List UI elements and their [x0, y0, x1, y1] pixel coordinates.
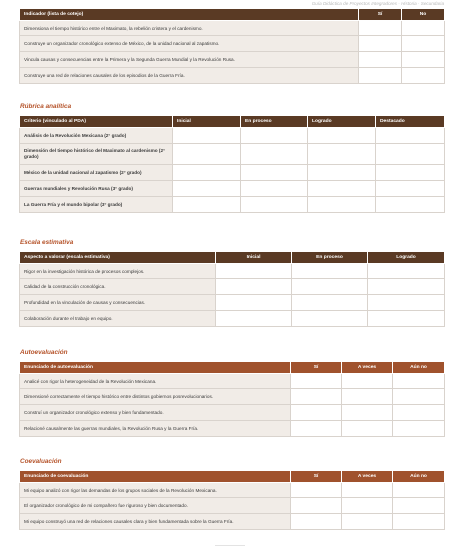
section-title: Escala estimativa: [20, 239, 74, 246]
self-evaluation-section: [19, 349, 444, 437]
row-label: La Guerra Fría y el mundo bipolar (3° grado): [20, 197, 173, 213]
section-title: Autoevaluación: [20, 349, 68, 356]
row-label: Construye una red de relaciones causales de los episodios de la Guerra Fría.: [20, 68, 359, 84]
row-label: Mi equipo analizó con rigor las demandas de los grupos sociales de la Revolución Mexicana.: [20, 483, 291, 498]
scale-cell[interactable]: [368, 311, 445, 327]
answer-cell[interactable]: [291, 483, 342, 498]
rubric-cell[interactable]: [308, 181, 376, 197]
scale-cell[interactable]: [292, 279, 368, 295]
table-header-row: [20, 252, 445, 264]
column-header: Criterio (vinculado al PDA): [20, 116, 173, 128]
row-label: Construí un organizador cronológico extenso y bien fundamentado.: [20, 405, 291, 421]
self-evaluation-table: [19, 361, 445, 437]
column-header: Aún no: [393, 362, 445, 374]
column-header: Enunciado de autoevaluación: [20, 362, 291, 374]
row-label: Guerras mundiales y Revolución Rusa (3° grado): [20, 181, 173, 197]
section-title: Rúbrica analítica: [20, 103, 72, 110]
column-header: En proceso: [241, 116, 308, 128]
rubric-cell[interactable]: [308, 144, 376, 165]
column-header: Destacado: [376, 116, 445, 128]
column-header: Aún no: [393, 471, 445, 483]
rubric-cell[interactable]: [241, 181, 308, 197]
table-row: [20, 311, 445, 327]
scale-cell[interactable]: [216, 295, 292, 311]
scale-cell[interactable]: [368, 264, 445, 279]
table-row: [20, 52, 445, 68]
table-row: [20, 295, 445, 311]
scale-cell[interactable]: [292, 264, 368, 279]
rubric-cell[interactable]: [173, 128, 241, 144]
column-header: Inicial: [216, 252, 292, 264]
row-label: Relacioné causalmente las guerras mundiales, la Revolución Rusa y la Guerra Fría.: [20, 421, 291, 437]
row-label: Análisis de la Revolución Mexicana (2° grado): [20, 128, 173, 144]
column-header: A veces: [342, 362, 393, 374]
column-header: Inicial: [173, 116, 241, 128]
column-header: No: [402, 9, 445, 21]
row-label: Profundidad en la vinculación de causas y consecuencias.: [20, 295, 216, 311]
scale-cell[interactable]: [368, 295, 445, 311]
rubric-cell[interactable]: [308, 197, 376, 213]
scale-cell[interactable]: [216, 264, 292, 279]
answer-cell[interactable]: [342, 389, 393, 405]
scale-cell[interactable]: [292, 311, 368, 327]
rubric-cell[interactable]: [173, 165, 241, 181]
table-row: [20, 405, 445, 421]
column-header: En proceso: [292, 252, 368, 264]
table-row: [20, 128, 445, 144]
rubric-cell[interactable]: [241, 165, 308, 181]
answer-cell[interactable]: [342, 483, 393, 498]
scale-section: [19, 239, 444, 327]
rubric-cell[interactable]: [376, 197, 445, 213]
column-header: A veces: [342, 471, 393, 483]
row-label: Analicé con rigor la heterogeneidad de la Revolución Mexicana.: [20, 374, 291, 389]
answer-cell[interactable]: [359, 68, 402, 84]
answer-cell[interactable]: [342, 498, 393, 514]
table-row: [20, 374, 445, 389]
table-row: [20, 483, 445, 498]
column-header: Sí: [291, 362, 342, 374]
rubric-cell[interactable]: [173, 197, 241, 213]
answer-cell[interactable]: [393, 405, 445, 421]
rubric-cell[interactable]: [376, 128, 445, 144]
checklist-section: [19, 8, 444, 84]
answer-cell[interactable]: [393, 389, 445, 405]
row-label: Dimensiona el tiempo histórico entre el Maximato, la rebelión cristera y el cardenismo.: [20, 21, 359, 36]
answer-cell[interactable]: [393, 421, 445, 437]
answer-cell[interactable]: [291, 421, 342, 437]
table-row: [20, 421, 445, 437]
scale-cell[interactable]: [368, 279, 445, 295]
scale-cell[interactable]: [216, 279, 292, 295]
rubric-cell[interactable]: [173, 144, 241, 165]
answer-cell[interactable]: [359, 36, 402, 52]
scale-cell[interactable]: [216, 311, 292, 327]
rubric-cell[interactable]: [376, 144, 445, 165]
table-row: [20, 389, 445, 405]
answer-cell[interactable]: [291, 498, 342, 514]
answer-cell[interactable]: [393, 498, 445, 514]
column-header: Logrado: [308, 116, 376, 128]
answer-cell[interactable]: [342, 374, 393, 389]
rubric-cell[interactable]: [376, 181, 445, 197]
answer-cell[interactable]: [402, 52, 445, 68]
table-row: [20, 68, 445, 84]
row-label: El organizador cronológico de mi compañero fue riguroso y bien documentado.: [20, 498, 291, 514]
answer-cell[interactable]: [359, 52, 402, 68]
rubric-cell[interactable]: [241, 197, 308, 213]
scale-cell[interactable]: [292, 295, 368, 311]
answer-cell[interactable]: [342, 405, 393, 421]
column-header: Logrado: [368, 252, 445, 264]
row-label: Calidad de la construcción cronológica.: [20, 279, 216, 295]
table-header-row: [20, 362, 445, 374]
row-label: Dimensioné correctamente el tiempo histórico entre distintos gobiernos posrevolucionarios.: [20, 389, 291, 405]
checklist-table: [19, 8, 445, 84]
answer-cell[interactable]: [402, 21, 445, 36]
rubric-cell[interactable]: [308, 165, 376, 181]
answer-cell[interactable]: [291, 389, 342, 405]
answer-cell[interactable]: [342, 421, 393, 437]
footer-divider: [215, 545, 245, 546]
row-label: México de la unidad nacional al zapatismo (2° grado): [20, 165, 173, 181]
table-row: [20, 165, 445, 181]
answer-cell[interactable]: [402, 36, 445, 52]
section-title: Coevaluación: [20, 458, 62, 465]
answer-cell[interactable]: [359, 21, 402, 36]
rubric-table: [19, 115, 445, 213]
answer-cell[interactable]: [291, 514, 342, 530]
column-header: Sí: [291, 471, 342, 483]
scale-table: [19, 251, 445, 327]
row-label: Rigor en la investigación histórica de procesos complejos.: [20, 264, 216, 279]
row-label: Dimensión del tiempo histórico del Maximato al cardenismo (2° grado): [20, 144, 173, 165]
row-label: Mi equipo construyó una red de relaciones causales clara y bien fundamentada sobre la Guerra Fría.: [20, 514, 291, 530]
table-row: [20, 197, 445, 213]
answer-cell[interactable]: [342, 514, 393, 530]
row-label: Vincula causas y consecuencias entre la Primera y la Segunda Guerra Mundial y la Revolución Rusa.: [20, 52, 359, 68]
column-header: Sí: [359, 9, 402, 21]
co-evaluation-table: [19, 470, 445, 530]
running-header: Guía Didáctica de Proyectos Integradores · Historia · Secundaria: [311, 1, 444, 6]
row-label: Colaboración durante el trabajo en equipo.: [20, 311, 216, 327]
table-header-row: [20, 9, 445, 21]
answer-cell[interactable]: [291, 405, 342, 421]
table-row: [20, 279, 445, 295]
table-row: [20, 144, 445, 165]
rubric-cell[interactable]: [308, 128, 376, 144]
rubric-cell[interactable]: [241, 144, 308, 165]
answer-cell[interactable]: [393, 514, 445, 530]
table-row: [20, 498, 445, 514]
rubric-cell[interactable]: [376, 165, 445, 181]
co-evaluation-section: [19, 458, 444, 530]
row-label: Construye un organizador cronológico extenso de México, de la unidad nacional al zapatismo.: [20, 36, 359, 52]
answer-cell[interactable]: [402, 68, 445, 84]
answer-cell[interactable]: [393, 374, 445, 389]
table-row: [20, 514, 445, 530]
rubric-section: [19, 103, 444, 213]
table-row: [20, 21, 445, 36]
table-header-row: [20, 471, 445, 483]
table-row: [20, 264, 445, 279]
answer-cell[interactable]: [291, 374, 342, 389]
rubric-cell[interactable]: [241, 128, 308, 144]
column-header: Indicador (lista de cotejo): [20, 9, 359, 21]
table-row: [20, 181, 445, 197]
rubric-cell[interactable]: [173, 181, 241, 197]
table-header-row: [20, 116, 445, 128]
column-header: Enunciado de coevaluación: [20, 471, 291, 483]
answer-cell[interactable]: [393, 483, 445, 498]
column-header: Aspecto a valorar (escala estimativa): [20, 252, 216, 264]
table-row: [20, 36, 445, 52]
